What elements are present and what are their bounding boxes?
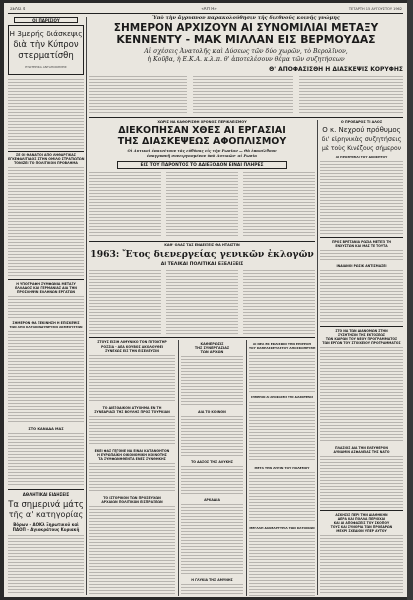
right-s5-h3: ΚΑΙ ΑΙ ΑΠΟΦΑΣΕΙΣ ΤΟΥ ΣΚΟΠΟΥ xyxy=(333,521,390,525)
right-h2: δι' εἰρηνικὰς συζητήσεις xyxy=(321,135,402,143)
center-h2: ΤΗΣ ΔΙΑΣΚΕΨΕΩΣ ΑΦΟΠΛΙΣΜΟΥ xyxy=(117,136,287,147)
cl2-h7: Η ΓΛΥΚΙΑ ΤΗΣ ΑΜΥΝΗΣ xyxy=(191,578,233,582)
banner-text-col1 xyxy=(89,76,187,114)
cl1-h7: Η ΕΥΡΩΠΑΪΚΗ ΟΙΚΟΝΟΜΙΚΗ ΚΟΙΝΟΤΗΣ xyxy=(97,453,167,457)
center-divider-1 xyxy=(178,340,179,596)
center-text-col6 xyxy=(243,270,315,334)
center-column xyxy=(89,120,315,597)
cl2-h5: ΤΟ ΔΑΣΟΣ ΤΗΣ ΑΛΥΚΗΣ xyxy=(191,460,233,464)
center-lower-col3 xyxy=(249,340,315,597)
left-headline-box xyxy=(8,25,84,75)
right-s3-h1: ΣΤΟ ΝΑ ΤΩΝ ΔΙΑΝΟΜΩΝ ΣΤΗΝ xyxy=(335,329,388,333)
cl1-h1: ΣΤΟΥΣ ΕΙΣΙΗ ΛΙΜΥΝΙΚΟ ΤΟΝ ΠΙΤΟΚΤΗΡ xyxy=(97,340,167,344)
date-line: ΤΕΤΑΡΤΗ 15 ΑΥΓΟΥΣΤΟΥ 1962 xyxy=(348,7,402,11)
cl1-h10: ΑΡΧΑΙΩΝ ΠΟΛΙΤΙΚΩΝ ΕΙΣΠΡΑΞΕΩΝ xyxy=(101,500,163,504)
cl1-h4: ΤΟ ΔΙΕΞΟΔΙΚΟΝ ΑΤΥΧΗΜΑ ΕΝ ΤΗ xyxy=(102,406,162,410)
center-text-col3 xyxy=(243,172,315,238)
right-column-divider xyxy=(317,120,318,595)
center-deck1: Οἱ Δυτικοὶ ἐπαινέτουν τὰς εὐθύνας εἰς τὴν Ρωσίαν — Θὰ ἐπανέλθουν xyxy=(127,149,277,153)
cl3-h4: ΜΕΤΑ ΤΗΝ ΛΗΞΙΝ ΤΟΥ ΠΟΛΕΜΟΥ xyxy=(254,466,310,470)
left-box-h2: διὰ τὴν Κύπρον xyxy=(13,40,79,50)
cl3-h5: ΜΕΓΑΛΗ ΔΙΑΜΑΡΤΥΡΙΑ ΤΩΝ ΚΑΤΟΙΚΩΝ xyxy=(249,526,315,530)
right-s4-h2: ΔΥΝΑΜΙΝ ΑΣΦΑΛΕΙΑΣ ΤΗΣ ΝΑΤΟ xyxy=(333,450,390,454)
left-small-ad: ΣΤΟ ΚΑΝΑΔΑ ΜΑΣ xyxy=(28,427,64,431)
cl3-h3: ΣΗΜΕΡΟΝ ΑΙ ΑΠΟΦΑΣΕΙΣ ΤΗΣ ΔΙΑΣΚΕΨΕΩΣ xyxy=(250,396,314,399)
right-rule-3 xyxy=(320,510,403,511)
right-text-3 xyxy=(320,347,403,443)
right-text-2a xyxy=(320,250,403,262)
left-rule-1 xyxy=(8,151,84,152)
banner-text-col2 xyxy=(193,76,293,114)
left-column-divider xyxy=(86,17,87,595)
center-box: ΕΙΣ ΤΟΥ ΠΑΡΟΝΤΟΣ ΤΟ ΑΔΙΕΞΟΔΟΝ ΕΙΝΑΙ ΠΛΗΡΕΣ xyxy=(117,161,287,169)
newspaper-page xyxy=(4,3,407,597)
banner-deck1: Αἱ σχέσεις Ἀνατολῆς καὶ Δύσεως τῶν δύο χωρῶν, τὸ Βερολῖνον, xyxy=(144,48,348,55)
left-sports-h1: Τα σημερινά μάτς xyxy=(8,499,84,509)
cl2-text-2 xyxy=(181,416,243,456)
cl1-h9: ΤΟ ΙΣΤΟΡΙΚΟΝ ΤΩΝ ΠΡΟΣΕΥΧΩΝ xyxy=(103,496,161,500)
right-s5-h4: ΤΟΥΣ ΚΑΙ ΣΥΝΟΡΙΑ ΤΩΝ ΠΡΟΕΔΡΩΝ xyxy=(330,525,393,529)
left-box-label: ΟΙ ΠΑΡΙΣΙΟΥ xyxy=(14,17,78,23)
right-s3-h4: ΤΩΝ ΕΡΓΩΝ ΤΟΥ ΣΤΟΙΧΕΙΟΥ ΠΡΟΓΡΑΜΜΑΤΟΣ xyxy=(322,341,401,345)
cl1-h3: ΣΥΝΕΧΩΣ ΕΙΣ ΤΗΝ ΕΙΣΕΛΕΥΣΙΝ xyxy=(105,349,159,353)
banner xyxy=(89,15,403,115)
right-text-2 xyxy=(320,270,403,324)
banner-rule xyxy=(89,117,403,118)
center-label: ΧΩΡΙΣ ΝΑ ΚΑΘΟΡΙΣΘΗ ΧΡΟΝΟΣ ΠΕΡΙΚΛΕΙΣΜΟΥ xyxy=(157,120,247,124)
cl1-text-3 xyxy=(89,463,175,493)
cl3-h2: ΤΟΥ ΚΑΘΡΑΣΚΕΥΑΣΤΟΥ ΑΠΟΣΚΟΠΕΥΘΗ xyxy=(249,346,316,350)
left-text-block-2 xyxy=(8,167,84,277)
left-sports-h2: τῆς α' κατηγορίας xyxy=(8,510,84,519)
right-text-4 xyxy=(320,456,403,508)
left-rule-2 xyxy=(8,279,84,280)
cl3-h1: ΑΙ ΝΕΑ ΕΚ ΕΚΛΙΣΦΙΝ ΤΗΝ ΕΠΙΡΡΟΗ xyxy=(252,342,312,346)
right-s5-h5: ΜΕΧΡΙ ΣΧΕΔΙΟΝ ΥΠΕΡ ΑΥΤΟΥ xyxy=(336,529,387,533)
center-h3: 1963: Ἔτος διενεργείας γενικῶν ἐκλογῶν xyxy=(90,249,314,260)
left-box-h1: Η 3μερής διάσκεψις xyxy=(9,29,83,38)
right-s5-h2: ΔΕΡΑ ΚΑΙ ΠΟΛΛΑ ΠΕΡΙΟΧΑΙ xyxy=(337,517,386,521)
scanner-edge xyxy=(407,0,413,600)
right-s2-h3: ΙΝΔΙΑΝΟΙ ΡΩΣΙΚ ΑΝΤΙΣΜΑΣΕΙ xyxy=(336,264,387,268)
left-text-block-6 xyxy=(8,535,84,595)
center-deck2: ἐπαγρυπνῆ συνειργασμένον ὑπὸ Δυτικῶν· αἱ Ρωσία xyxy=(146,154,258,158)
banner-subhead: Θ' ΑΠΟΦΑΣΙΣΘΗ Η ΔΙΑΣΚΕΨΙΣ ΚΟΡΥΦΗΣ xyxy=(269,66,403,73)
right-s5-h1: ΑΣΚΗΣΙΣ ΠΕΡΙ ΤΗΝ ΔΙΑΘΗΚΗΝ xyxy=(335,513,388,517)
cl1-text-1 xyxy=(89,355,175,403)
cl1-text-4 xyxy=(89,506,175,596)
right-h3: μὲ τοὺς Κινέζους σήμερον xyxy=(321,145,402,152)
center-lower-col2 xyxy=(181,340,243,597)
right-text-5 xyxy=(320,535,403,595)
left-s2-h3: ΤΟΝΙΖΕΙ ΤΟ ΠΟΛΙΤΙΚΟΝ ΠΡΟΒΛΗΜΑ xyxy=(14,161,78,165)
right-s3-h2: ΣΥΖΗΤΗΣΙΝ ΤΗΣ ΕΚΤΟΣΕΩΣ xyxy=(338,333,385,337)
left-s4-h1: ΣΗΜΕΡΟΝ ΘΑ ΞΕΚΙΝΗΣΗ Η ΕΠΙΣΚΕΨΙΣ xyxy=(12,321,80,325)
center-divider-2 xyxy=(246,340,247,596)
center-rule-2 xyxy=(89,337,315,338)
left-s2-h1: ΣΕ ΟΙ ΘΑΝΑΤΟΙ ΑΠΟ ΛΗΘΑΡΓΙΚΑΣ xyxy=(16,153,76,157)
banner-line1: ΣΗΜΕΡΟΝ ΑΡΧΙΖΟΥΝ ΑΙ ΣΥΝΟΜΙΛΙΑΙ ΜΕΤΑΞΥ xyxy=(113,22,379,34)
cl3-text-3 xyxy=(249,472,315,522)
left-s3-h1: Η ΥΠΟΓΡΑΦΗ ΣΥΜΦΩΝΙΑ ΜΕΤΑΞΥ xyxy=(16,282,76,286)
banner-kicker: Ὑπὸ τὴν ἄγρυπνον παρακολούθησιν τῆς διεθνοῦς κοινῆς γνώμης xyxy=(152,15,340,21)
header-rule xyxy=(8,13,403,14)
banner-deck2: ἡ Κοῦβα, ἡ Ε.Κ.Α. κ.λ.π. θ' ἀποτελέσουν θέμα τῶν συζητήσεων xyxy=(147,56,345,63)
left-text-block-5 xyxy=(8,433,84,485)
cl2-text-5 xyxy=(181,584,243,596)
left-column xyxy=(8,17,84,597)
banner-line2: ΚΕΝΝΕΝΤΥ - ΜΑΚ ΜΙΛΛΑΝ ΕΙΣ ΒΕΡΜΟΥΔΑΣ xyxy=(116,33,376,46)
page-number: ΣΕΛΙΣ 4 xyxy=(10,7,26,11)
cl1-text-2 xyxy=(89,416,175,446)
cl2-h3: ΤΩΝ ΑΡΧΩΝ xyxy=(200,350,224,354)
right-s4-h1: ΠΛΑΣΙΟΣ ΔΙΑ ΤΗΝ ΕΛΕΥΘΕΡΟΝ xyxy=(335,446,388,450)
cl1-h8: ΤΑ ΣΥΜΦΩΝΗΘΕΝΤΑ ΕΝΕΣ ΣΥΝΘΗΚΗΣ xyxy=(98,457,166,461)
left-text-block-1 xyxy=(8,79,84,149)
cl1-h2: ΡΟΣΣΙΑ - ΑΕΑ ΚΟΥΒΟΣ ΑΚΟΛΟΥΘΕΙ xyxy=(101,345,163,349)
cl2-h4: ΔΙΑ ΤΟ ΚΟΙΝΟΝ xyxy=(198,410,226,414)
left-box-h3: στερματίσθη xyxy=(18,51,74,61)
left-sports-sub2: ΠΑΟΠ - Αγιοκράτους Κυριακῆ xyxy=(12,527,80,532)
cl3-text-1 xyxy=(249,352,315,392)
right-h1: Ο κ. Νεχρού πρόθυμος xyxy=(322,126,401,134)
center-text-col2 xyxy=(166,172,238,238)
left-text-block-3 xyxy=(8,296,84,318)
left-box-byline: ΕΞΩΤΕΡΙΚΑ ΑΝΤΑΠΟΚΡΙΣΕΙΣ xyxy=(25,65,67,69)
cl2-text-1 xyxy=(181,356,243,406)
paper-name: «ΑΥΓΗ» xyxy=(201,7,217,11)
center-text-col4 xyxy=(89,270,161,334)
cl2-h2: ΤΗΣ ΣΥΝΕΡΓΑΣΙΑΣ xyxy=(194,346,230,350)
center-lower-col1 xyxy=(89,340,175,597)
left-text-block-4 xyxy=(8,331,84,423)
cl1-h6: ΕΚΕΙ ΦΑΣ ΓΕΓΟΝΕ ΝΑ ΕΙΝΑΙ ΚΑΤΑΝΟΗΤΟΝ xyxy=(94,449,170,453)
left-s2-h2: ΕΓΚΕΦΑΛΙΤΙΔΟΣ ΣΤΗΝ ΟΜΙΛΟ ΣΤΡΑΤΙΩΤΩΝ xyxy=(8,157,85,161)
center-label2: ΚΑΘ' ΟΛΑΣ ΤΑΣ ΕΝΔΕΙΞΕΙΣ ΘΑ ΗΤΑΙΣΤΙΝ xyxy=(164,243,240,247)
center-h3-sub: ΑΙ ΤΕΛΙΚΑΙ ΠΟΛΙΤΙΚΑΙ ΕΞΕΛΙΞΕΙΣ xyxy=(160,262,244,267)
cl1-h5: ΣΥΝΕΔΡΙΑΣΙ ΤΗΣ ΒΟΥΛΗΣ ΠΡΟΣ ΤΟΥΡΚΙΑΝ xyxy=(94,410,170,414)
right-column xyxy=(320,120,403,597)
left-s4-h2: ΤΩΝ ΑΠΟ ΚΑΤΑΚΙΝΔΥΝΕΥΣΙΝ ΑΚΜΕΟΥΣΤΩΝ xyxy=(9,325,83,329)
right-rule-1 xyxy=(320,237,403,238)
left-rule-3 xyxy=(8,489,84,490)
right-s2-h2: ΕΝΧΥΣΤΩΝ ΚΑΙ ΜΑΣ ΤΕ ΤΟΥΤΑ xyxy=(335,244,388,248)
center-text-col1 xyxy=(89,172,161,238)
banner-text-col3 xyxy=(299,76,403,114)
center-h1: ΔΙΕΚΟΠΗΣΑΝ ΧΘΕΣ ΑΙ ΕΡΓΑΣΙΑΙ xyxy=(118,125,286,136)
left-sports-sub1: Βόρων - ΑΟΚλ Ξηρωτικοῦ καὶ xyxy=(13,522,79,527)
cl2-text-4 xyxy=(181,504,243,574)
cl3-text-2 xyxy=(249,402,315,462)
right-rule-2 xyxy=(320,326,403,327)
right-s2-h1: ΠΡΟΣ ΒΡΕΤΑΝΙΑ ΡΩΣΙΑ ΜΕΤΕΞΙ ΤΗ xyxy=(331,240,392,244)
right-label: Ο ΠΡΟΕΔΡΟΣ ΤΙ ΑΛΟΣ xyxy=(340,120,383,124)
cl2-h6: ΑΡΚΑΔΙΑ xyxy=(204,498,220,502)
cl3-text-4 xyxy=(249,532,315,596)
right-byline: ΑΙ ΠΡΟΘΥΜΙΑΙ ΤΟΥ ΔΙΟΙΚΗΤΟΥ xyxy=(335,155,388,159)
left-s3-h3: ΠΡΟΣΛΗΨΙΝ ΕΛΛΗΝΩΝ ΕΡΓΑΤΩΝ xyxy=(16,290,76,294)
left-sports-label: ΑΘΛΗΤΙΚΑΙ ΕΙΔΗΣΕΙΣ xyxy=(22,492,70,497)
center-rule-1 xyxy=(89,241,315,242)
right-s3-h3: ΤΩΝ ΚΑΙΡΩΝ ΤΟΥ ΝΕΟΥ ΠΡΟΓΡΑΜΜΑΤΟΣ xyxy=(325,337,398,341)
cl2-h1: ΚΑΘΙΕΡΩΣΙΣ xyxy=(200,342,224,346)
cl2-text-3 xyxy=(181,466,243,494)
center-text-col5 xyxy=(166,270,238,334)
left-s3-h2: ΕΛΛΑΔΟΣ ΚΑΙ ΓΕΡΜΑΝΙΑΣ ΔΙΑ ΤΗΝ xyxy=(15,286,77,290)
right-text-1 xyxy=(320,161,403,235)
